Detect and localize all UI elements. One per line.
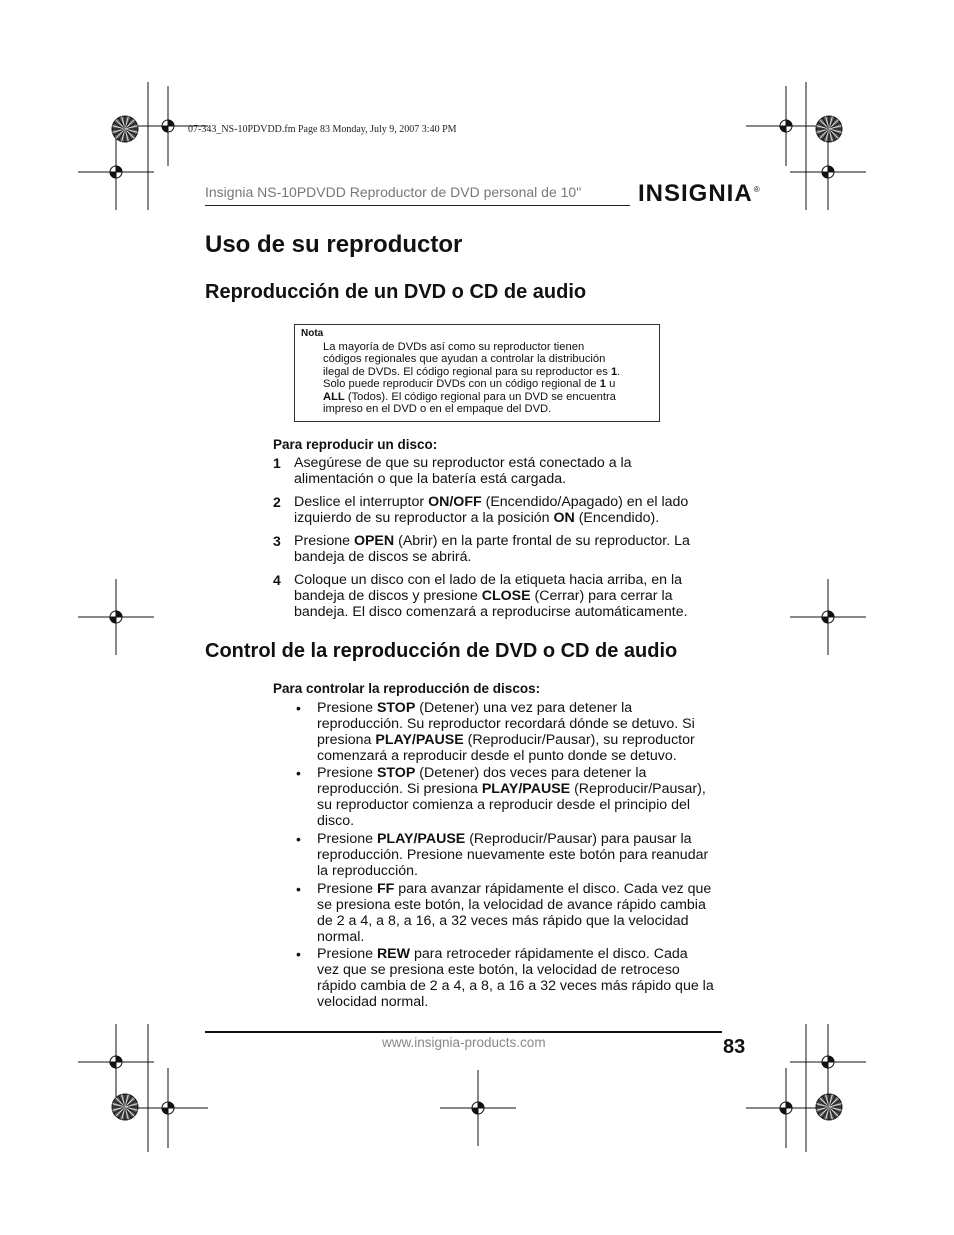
bullet-text-line: normal. bbox=[317, 929, 365, 945]
crosshair-icon bbox=[128, 1068, 208, 1148]
step-number: 1 bbox=[273, 455, 281, 471]
logo-text: INSIGNIA bbox=[638, 180, 753, 207]
step-number: 2 bbox=[273, 494, 281, 510]
control-playback-heading: Para controlar la reproducción de discos: bbox=[273, 681, 541, 696]
crosshair-icon bbox=[790, 579, 866, 655]
crosshair-icon bbox=[790, 134, 866, 210]
play-disc-heading: Para reproducir un disco: bbox=[273, 437, 438, 452]
bullet-text-line: su reproductor comienza a reproducir desde el principio del bbox=[317, 797, 691, 813]
bullet-text-line: Presione PLAY/PAUSE (Reproducir/Pausar) para pausar la bbox=[317, 831, 692, 847]
bullet-text-line: reproducción. Presione nuevamente este botón para reanudar bbox=[317, 847, 709, 863]
note-line: códigos regionales que ayudan a controlar la distribución bbox=[323, 353, 606, 366]
bullet-icon: • bbox=[296, 765, 301, 781]
crosshair-icon bbox=[790, 1024, 866, 1100]
step-text-line: bandeja. El disco comenzará a reproducirse automáticamente. bbox=[294, 604, 688, 620]
note-line: Solo puede reproducir DVDs con un código regional de 1 u bbox=[323, 378, 616, 391]
registered-mark: ® bbox=[753, 185, 761, 194]
crosshair-icon bbox=[746, 1068, 826, 1148]
note-line: ilegal de DVDs. El código regional para su reproductor es 1. bbox=[323, 365, 621, 378]
step-text-line: bandeja de discos se abrirá. bbox=[294, 549, 472, 565]
step-text-line: bandeja de discos y presione CLOSE (Cerrar) para cerrar la bbox=[294, 588, 673, 604]
note-line: impreso en el DVD o en el empaque del DVD. bbox=[323, 403, 552, 415]
bullet-text-line: reproducción. Su reproductor recordará dónde se detuvo. Si bbox=[317, 716, 695, 732]
bullet-text-line: la reproducción. bbox=[317, 863, 418, 879]
step-text-line: izquierdo de su reproductor a la posición ON (Encendido). bbox=[294, 510, 660, 526]
bullet-text-line: se presiona este botón, la velocidad de avance rápido cambia bbox=[317, 897, 706, 913]
section-title-control: Control de la reproducción de DVD o CD de audio bbox=[205, 640, 678, 662]
bullet-text-line: vez que se presiona este botón, la velocidad de retroceso bbox=[317, 962, 680, 978]
starburst-icon bbox=[816, 116, 842, 142]
crosshair-icon bbox=[78, 134, 154, 210]
crosshair-icon bbox=[78, 1024, 154, 1100]
bullet-text-line: disco. bbox=[317, 813, 355, 829]
bullet-text-line: velocidad normal. bbox=[317, 994, 429, 1010]
starburst-icon bbox=[112, 116, 138, 142]
bullet-icon: • bbox=[296, 881, 301, 897]
bullet-text-line: rápido cambia de 2 a 4, a 8, a 16 a 32 veces más rápido que la bbox=[317, 978, 714, 994]
crosshair-icon bbox=[746, 86, 826, 166]
bullet-text-line: reproducción. Si presiona PLAY/PAUSE (Reproducir/Pausar), bbox=[317, 781, 706, 797]
bullet-text-line: Presione STOP (Detener) dos veces para detener la bbox=[317, 765, 647, 781]
note-line: La mayoría de DVDs así como su reproductor tienen bbox=[323, 341, 585, 353]
bullet-icon: • bbox=[296, 946, 301, 962]
step-number: 3 bbox=[273, 533, 281, 549]
bullet-text-line: comenzará a reproducir desde el punto donde se detuvo. bbox=[317, 748, 677, 764]
bullet-text-line: Presione REW para retroceder rápidamente el disco. Cada bbox=[317, 946, 688, 962]
note-line: ALL (Todos). El código regional para un DVD se encuentra bbox=[323, 390, 616, 403]
crosshair-icon bbox=[440, 1070, 516, 1146]
bullet-icon: • bbox=[296, 700, 301, 716]
page-title: Uso de su reproductor bbox=[205, 231, 463, 258]
insignia-logo bbox=[638, 180, 761, 208]
bullet-text-line: de 2 a 4, a 8, a 16, a 32 veces más rápido que la velocidad bbox=[317, 913, 689, 929]
bullet-text-line: Presione FF para avanzar rápidamente el disco. Cada vez que bbox=[317, 881, 712, 897]
print-info-line: 07-343_NS-10PDVDD.fm Page 83 Monday, July 9, 2007 3:40 PM bbox=[188, 124, 457, 135]
starburst-icon bbox=[112, 1094, 138, 1120]
bullet-icon: • bbox=[296, 831, 301, 847]
footer-url: www.insignia-products.com bbox=[382, 1035, 546, 1050]
crosshair-icon bbox=[78, 579, 154, 655]
page-number: 83 bbox=[723, 1036, 746, 1058]
section-title-play: Reproducción de un DVD o CD de audio bbox=[205, 281, 587, 303]
step-text-line: Asegúrese de que su reproductor está conectado a la bbox=[294, 455, 632, 471]
starburst-icon bbox=[816, 1094, 842, 1120]
note-label: Nota bbox=[301, 328, 324, 339]
step-text-line: Deslice el interruptor ON/OFF (Encendido/Apagado) en el lado bbox=[294, 494, 689, 510]
step-text-line: Presione OPEN (Abrir) en la parte frontal de su reproductor. La bbox=[294, 533, 690, 549]
header-rule bbox=[205, 205, 630, 206]
step-number: 4 bbox=[273, 572, 281, 588]
bullet-text-line: presiona PLAY/PAUSE (Reproducir/Pausar), su reproductor bbox=[317, 732, 695, 748]
footer-rule bbox=[205, 1031, 722, 1033]
running-title: Insignia NS-10PDVDD Reproductor de DVD personal de 10" bbox=[205, 184, 582, 200]
bullet-text-line: Presione STOP (Detener) una vez para detener la bbox=[317, 700, 633, 716]
step-text-line: Coloque un disco con el lado de la etiqueta hacia arriba, en la bbox=[294, 572, 683, 588]
step-text-line: alimentación o que la batería está cargada. bbox=[294, 471, 567, 487]
